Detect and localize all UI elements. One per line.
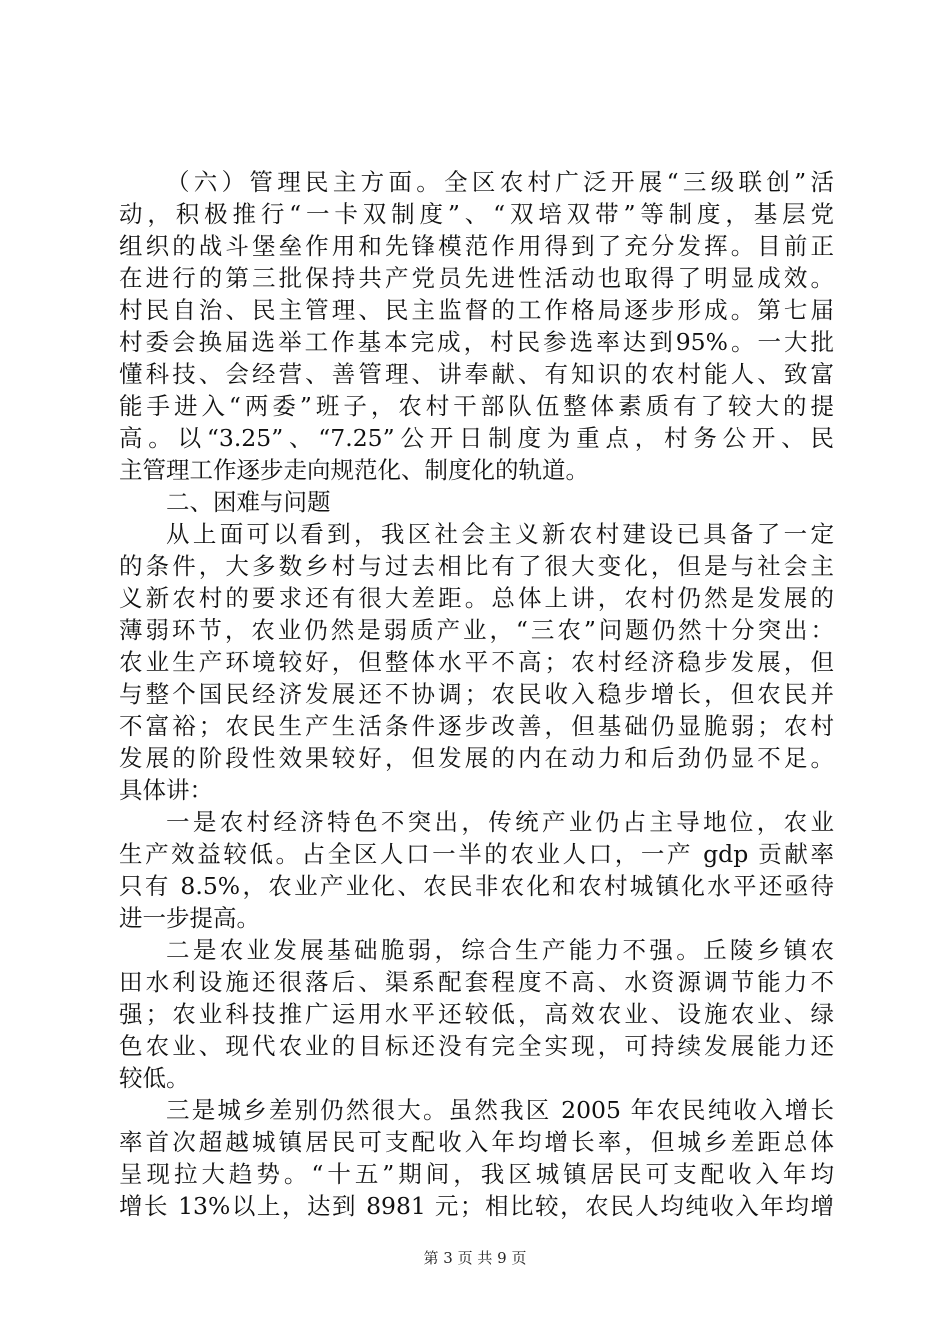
paragraph-line: 只有 8.5%，农业产业化、农民非农化和农村城镇化水平还亟待 — [119, 872, 834, 900]
paragraph-line: 农业生产环境较好，但整体水平不高；农村经济稳步发展，但 — [119, 648, 834, 676]
paragraph-line: 生产效益较低。占全区人口一半的农业人口，一产 gdp 贡献率 — [119, 840, 834, 868]
paragraph-line: 进一步提高。 — [119, 904, 260, 932]
paragraph-line: 三是城乡差别仍然很大。虽然我区 2005 年农民纯收入增长 — [166, 1096, 834, 1124]
section-heading: 二、困难与问题 — [166, 488, 331, 516]
paragraph-line: 薄弱环节，农业仍然是弱质产业，“三农”问题仍然十分突出： — [119, 616, 834, 644]
paragraph-line: 较低。 — [119, 1064, 190, 1092]
paragraph-line: 呈现拉大趋势。“十五”期间，我区城镇居民可支配收入年均 — [119, 1160, 834, 1188]
paragraph-line: 能手进入“两委”班子，农村干部队伍整体素质有了较大的提 — [119, 392, 834, 420]
paragraph-line: 高。以“3.25”、“7.25”公开日制度为重点，村务公开、民 — [119, 424, 834, 452]
paragraph-line: 动，积极推行“一卡双制度”、“双培双带”等制度，基层党 — [119, 200, 834, 228]
paragraph-line: 一是农村经济特色不突出，传统产业仍占主导地位，农业 — [166, 808, 834, 836]
paragraph-line: 色农业、现代农业的目标还没有完全实现，可持续发展能力还 — [119, 1032, 834, 1060]
paragraph-line: 主管理工作逐步走向规范化、制度化的轨道。 — [119, 456, 589, 484]
paragraph-line: 田水利设施还很落后、渠系配套程度不高、水资源调节能力不 — [119, 968, 834, 996]
paragraph-line: 增长 13%以上，达到 8981 元；相比较，农民人均纯收入年均增 — [119, 1192, 834, 1220]
paragraph-line: 不富裕；农民生产生活条件逐步改善，但基础仍显脆弱；农村 — [119, 712, 834, 740]
paragraph-line: 懂科技、会经营、善管理、讲奉献、有知识的农村能人、致富 — [119, 360, 834, 388]
paragraph-line: 村民自治、民主管理、民主监督的工作格局逐步形成。第七届 — [119, 296, 834, 324]
paragraph-line: 在进行的第三批保持共产党员先进性活动也取得了明显成效。 — [119, 264, 834, 292]
paragraph-line: 率首次超越城镇居民可支配收入年均增长率，但城乡差距总体 — [119, 1128, 834, 1156]
page-number-footer: 第 3 页 共 9 页 — [423, 1249, 527, 1267]
paragraph-line: 组织的战斗堡垒作用和先锋模范作用得到了充分发挥。目前正 — [119, 232, 834, 260]
paragraph-line: 发展的阶段性效果较好，但发展的内在动力和后劲仍显不足。 — [119, 744, 834, 772]
paragraph-line: （六）管理民主方面。全区农村广泛开展“三级联创”活 — [166, 168, 834, 196]
paragraph-line: 强；农业科技推广运用水平还较低，高效农业、设施农业、绿 — [119, 1000, 834, 1028]
paragraph-line: 具体讲： — [119, 776, 213, 804]
paragraph-line: 的条件，大多数乡村与过去相比有了很大变化，但是与社会主 — [119, 552, 834, 580]
paragraph-line: 义新农村的要求还有很大差距。总体上讲，农村仍然是发展的 — [119, 584, 834, 612]
paragraph-line: 村委会换届选举工作基本完成，村民参选率达到95%。一大批 — [119, 328, 834, 356]
document-body — [119, 166, 834, 1222]
paragraph-line: 二是农业发展基础脆弱，综合生产能力不强。丘陵乡镇农 — [166, 936, 834, 964]
paragraph-line: 从上面可以看到，我区社会主义新农村建设已具备了一定 — [166, 520, 834, 548]
paragraph-line: 与整个国民经济发展还不协调；农民收入稳步增长，但农民并 — [119, 680, 834, 708]
